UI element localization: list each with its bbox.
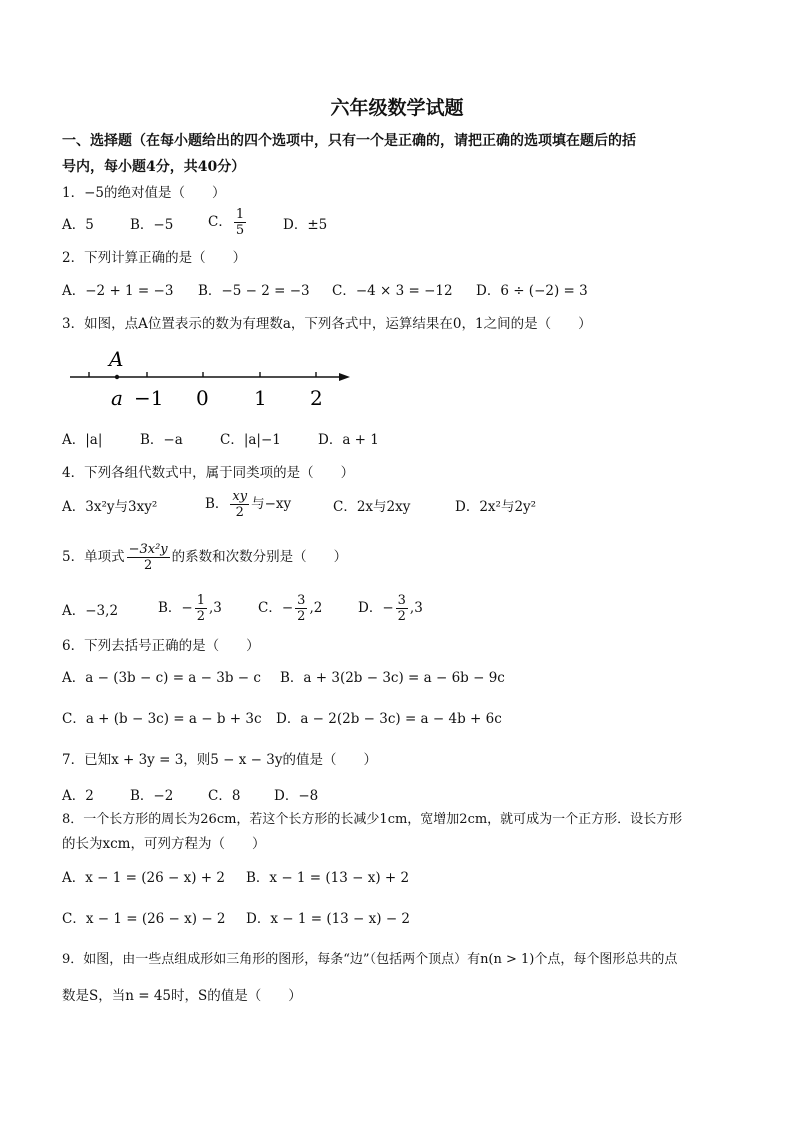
q3-option-b: B．−a (140, 432, 183, 448)
q5-stem-pre: 5．单项式 (62, 549, 125, 565)
q1-option-c-fraction (234, 207, 246, 238)
q1-option-b: B．−5 (130, 217, 174, 233)
tick-label-a: a (111, 386, 123, 410)
q5-option-c-fraction (295, 593, 307, 624)
q5-option-d-label: D．− (358, 600, 394, 616)
q1-option-d: D．±5 (283, 217, 328, 233)
q5-option-b-fraction (195, 593, 207, 624)
section-heading-line2: 号内，每小题4分，共40分） (62, 159, 246, 175)
q3-option-a: A．|a| (62, 432, 103, 448)
q2-option-c: C．−4 × 3 = −12 (332, 283, 453, 299)
q1-stem: 1．−5的绝对值是（ ） (62, 185, 226, 201)
q5-stem-fraction (127, 542, 170, 573)
q1-option-c (208, 207, 248, 238)
q4-option-b-tail: 与−xy (251, 496, 292, 512)
q3-option-c: C．|a|−1 (220, 432, 281, 448)
q4-stem: 4．下列各组代数式中，属于同类项的是（ ） (62, 465, 355, 481)
q4-option-b-den: 2 (235, 505, 244, 520)
q8-option-a: A．x − 1 = (26 − x) + 2 (62, 870, 225, 886)
q6-option-a: A．a − (3b − c) = a − 3b − c (62, 670, 261, 686)
q7-option-b: B．−2 (130, 788, 174, 804)
q5-option-d-tail: ,3 (409, 600, 423, 616)
q6-stem: 6．下列去括号正确的是（ ） (62, 638, 260, 654)
q2-option-d: D．6 ÷ (−2) = 3 (476, 283, 588, 299)
q5-option-c-label: C．− (258, 600, 294, 616)
q7-option-d: D．−8 (274, 788, 319, 804)
q5-option-c (258, 593, 322, 624)
q7-option-c: C．8 (208, 788, 241, 804)
q3-option-d: D．a + 1 (318, 432, 379, 448)
q8-option-b: B．x − 1 = (13 − x) + 2 (246, 870, 410, 886)
number-line-arrow (339, 373, 350, 381)
q8-stem-line2: 的长为xcm，可列方程为（ ） (62, 836, 266, 852)
q9-stem-line2: 数是S，当n = 45时，S的值是（ ） (62, 988, 302, 1004)
q5-option-b (158, 593, 222, 624)
q5-option-b-tail: ,3 (209, 600, 222, 616)
q4-option-b-label: B． (205, 496, 229, 512)
q5-stem-den: 2 (143, 558, 153, 573)
q4-option-d: D．2x²与2y² (455, 499, 537, 515)
q7-stem: 7．已知x + 3y = 3，则5 − x − 3y的值是（ ） (62, 752, 378, 768)
q1-option-a: A．5 (62, 217, 94, 233)
q5-option-c-num: 3 (297, 593, 306, 608)
point-a-label: A (109, 347, 124, 371)
q6-option-b: B．a + 3(2b − 3c) = a − 6b − 9c (280, 670, 505, 686)
q3-number-line (62, 345, 362, 410)
point-a-dot (115, 375, 119, 379)
q2-option-b: B．−5 − 2 = −3 (198, 283, 310, 299)
tick-label-0: 0 (196, 386, 209, 410)
q5-option-b-num: 1 (196, 593, 206, 608)
q5-option-d (358, 593, 423, 624)
q5-option-d-num: 3 (397, 593, 406, 608)
q1-option-c-label: C． (208, 214, 232, 230)
tick-label-2: 2 (310, 386, 323, 410)
q8-option-d: D．x − 1 = (13 − x) − 2 (246, 911, 411, 927)
section-heading-line1: 一、选择题（在每小题给出的四个选项中，只有一个是正确的，请把正确的选项填在题后的括 (62, 133, 636, 149)
q8-option-c: C．x − 1 = (26 − x) − 2 (62, 911, 226, 927)
q7-option-a: A．2 (62, 788, 94, 804)
tick-label-1: 1 (254, 386, 267, 410)
q5-option-a: A．−3,2 (62, 603, 119, 619)
q4-option-b (205, 489, 291, 520)
q5-option-c-den: 2 (297, 609, 306, 624)
q1-option-c-den: 5 (235, 223, 245, 238)
q5-option-b-label: B．− (158, 600, 193, 616)
q1-option-c-num: 1 (235, 207, 245, 222)
page-title: 六年级数学试题 (330, 97, 464, 119)
q5-stem-post: 的系数和次数分别是（ ） (171, 549, 348, 565)
q3-stem: 3．如图，点A位置表示的数为有理数a，下列各式中，运算结果在0，1之间的是（ ） (62, 316, 592, 332)
q2-option-a: A．−2 + 1 = −3 (62, 283, 174, 299)
q4-option-b-num: xy (232, 489, 248, 504)
q6-option-d: D．a − 2(2b − 3c) = a − 4b + 6c (276, 711, 502, 727)
q5-option-b-den: 2 (196, 609, 206, 624)
q5-option-d-fraction (396, 593, 408, 624)
q2-stem: 2．下列计算正确的是（ ） (62, 250, 247, 266)
tick-label-minus1: −1 (134, 386, 164, 410)
q5-option-d-den: 2 (397, 609, 406, 624)
q4-option-c: C．2x与2xy (333, 499, 411, 515)
q9-stem-line1: 9．如图，由一些点组成形如三角形的图形，每条“边”（包括两个顶点）有n(n > 1)个点，每个图形总共的点 (62, 952, 678, 967)
q4-option-b-fraction (230, 489, 249, 520)
q4-option-a: A．3x²y与3xy² (62, 499, 158, 515)
q5-stem-num: −3x²y (128, 542, 168, 557)
q8-stem-line1: 8．一个长方形的周长为26cm，若这个长方形的长减少1cm，宽增加2cm，就可成为一个正方形．设长方形 (62, 812, 683, 827)
q5-stem (62, 542, 347, 573)
q6-option-c: C．a + (b − 3c) = a − b + 3c (62, 711, 262, 727)
q5-option-c-tail: ,2 (309, 600, 323, 616)
